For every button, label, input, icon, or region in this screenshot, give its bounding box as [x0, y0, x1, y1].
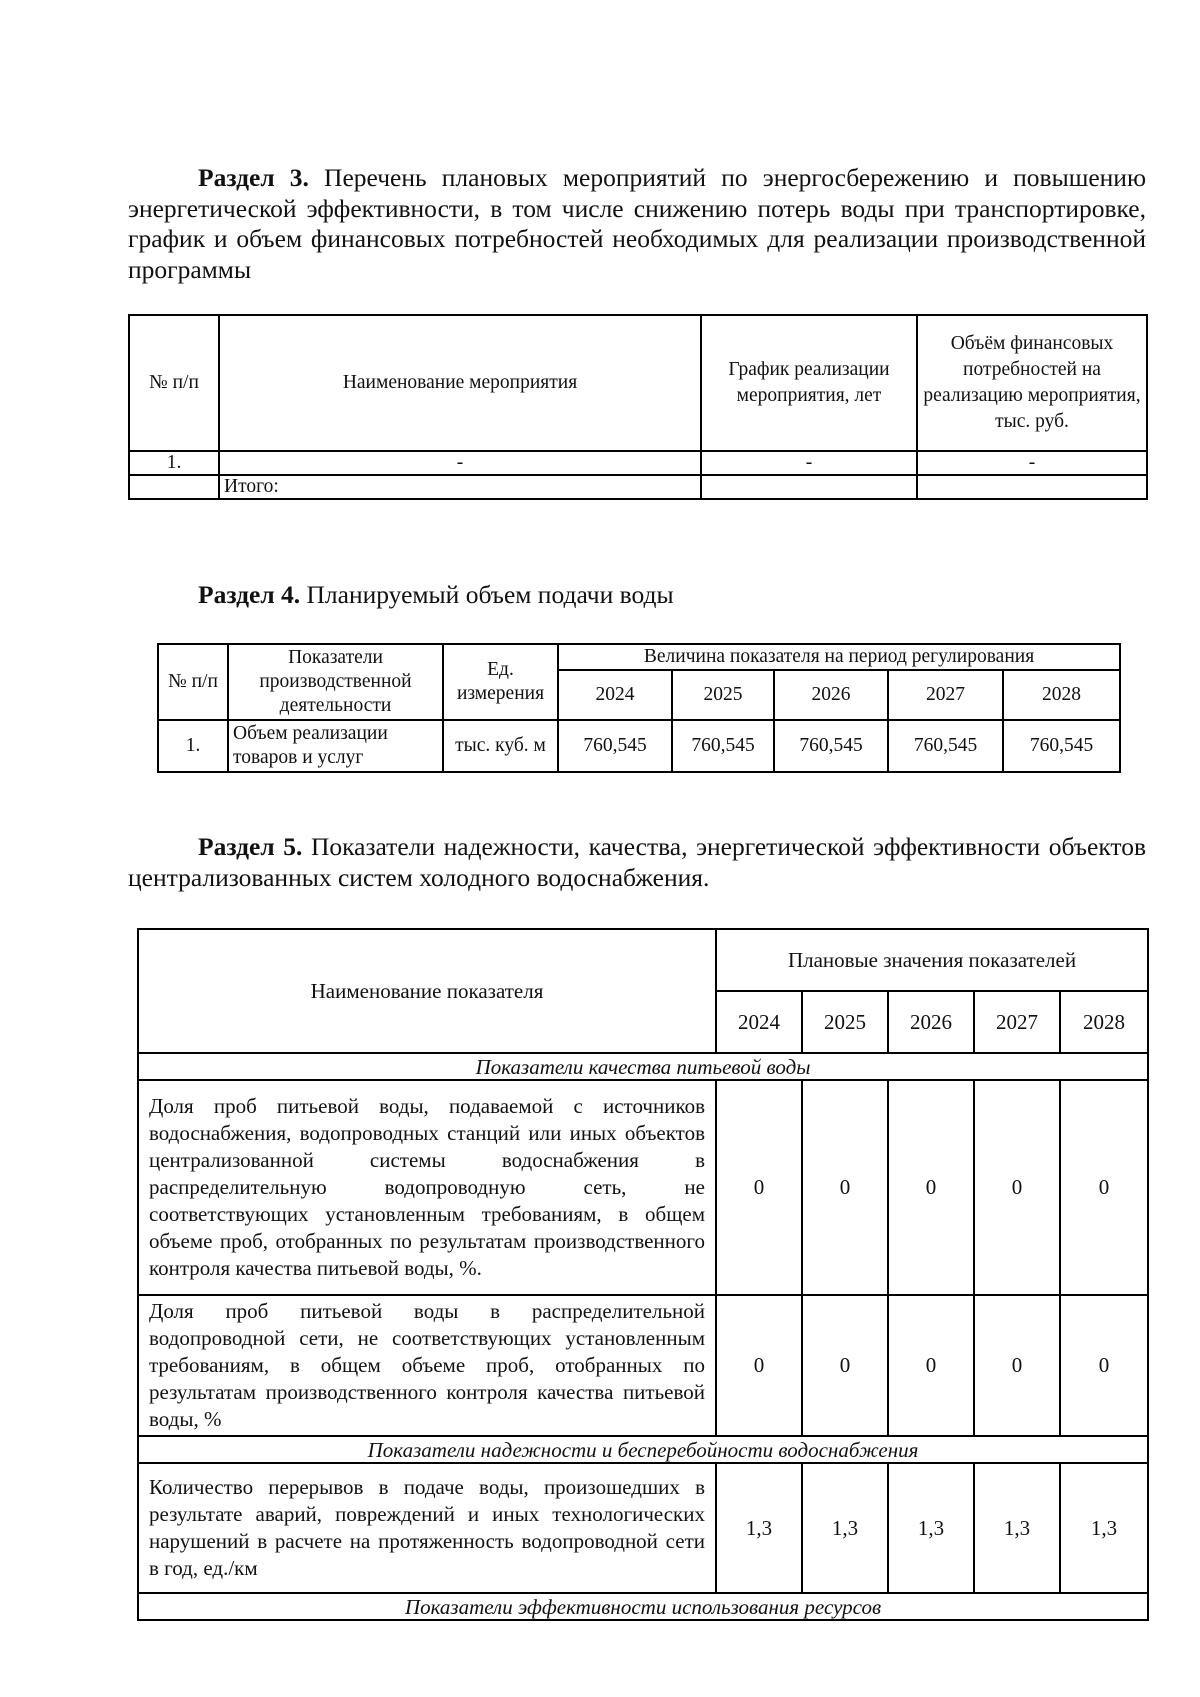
- t3-group-title: Показатели эффективности использования ресурсов: [138, 1593, 1148, 1620]
- t2-row-name: Объем реализации товаров и услуг: [228, 720, 443, 772]
- t3-group-title: Показатели качества питьевой воды: [138, 1053, 1148, 1080]
- t1-cell: -: [219, 451, 701, 475]
- table-row: [138, 1463, 1148, 1593]
- t1-header-name: Наименование мероприятия: [219, 315, 701, 451]
- t3-year: 2027: [974, 991, 1060, 1053]
- t2-year: 2026: [774, 670, 888, 720]
- t1-header-schedule: График реализации мероприятия, лет: [701, 315, 917, 451]
- t3-value: 1,3: [1060, 1463, 1148, 1593]
- t2-value: 760,545: [558, 720, 672, 772]
- t3-value: 0: [888, 1080, 974, 1295]
- t3-indicator-name: Доля проб питьевой воды в распределительной водопроводной сети, не соответствующих установленным требованиям, в общем объеме проб, отобранных по результатам производственного контроля качества питьевой воды, %: [138, 1295, 716, 1436]
- table-row: [138, 1295, 1148, 1436]
- t3-indicator-name: Доля проб питьевой воды, подаваемой с источников водоснабжения, водопроводных станций или иных объектов централизованной системы водоснабжения в распределительную водопроводную сеть, не соответствующих установленным требованиям, в общем объеме проб, отобранных по результатам производственного контроля качества питьевой воды, %.: [138, 1080, 716, 1295]
- t2-year: 2024: [558, 670, 672, 720]
- table-row: [129, 451, 1147, 475]
- t1-cell: -: [701, 451, 917, 475]
- t2-year: 2025: [672, 670, 774, 720]
- t3-value: 0: [1060, 1080, 1148, 1295]
- section5-table: [137, 928, 1149, 1621]
- t1-cell: [917, 475, 1147, 499]
- t1-cell: [701, 475, 917, 499]
- section5-title: Раздел 5.: [198, 832, 303, 861]
- t1-cell: [129, 475, 219, 499]
- section4-heading: [128, 580, 1146, 611]
- t3-year: 2025: [802, 991, 888, 1053]
- section3-text: Перечень плановых мероприятий по энергосбережению и повышению энергетической эффективности, в том числе снижению потерь воды при транспортировке, график и объем финансовых потребностей необходимых для реализации производственной программы: [128, 163, 1146, 284]
- t3-year: 2024: [716, 991, 802, 1053]
- t3-header-plan: Плановые значения показателей: [716, 929, 1148, 991]
- t3-value: 0: [716, 1080, 802, 1295]
- t2-header-period: Величина показателя на период регулирования: [558, 644, 1120, 670]
- t3-header-name: Наименование показателя: [138, 929, 716, 1053]
- t3-value: 1,3: [716, 1463, 802, 1593]
- t3-value: 1,3: [974, 1463, 1060, 1593]
- t1-header-num: № п/п: [129, 315, 219, 451]
- t2-value: 760,545: [774, 720, 888, 772]
- section4-title: Раздел 4.: [198, 580, 301, 609]
- t1-total-label: Итого:: [219, 475, 701, 499]
- t2-header-num: № п/п: [158, 644, 228, 720]
- section3-title: Раздел 3.: [198, 163, 309, 192]
- table-row: [158, 720, 1120, 772]
- t3-value: 1,3: [888, 1463, 974, 1593]
- t2-header-indicator: Показатели производственной деятельности: [228, 644, 443, 720]
- t2-header-unit: Ед. измерения: [443, 644, 558, 720]
- t1-cell: -: [917, 451, 1147, 475]
- t3-value: 0: [1060, 1295, 1148, 1436]
- t2-value: 760,545: [888, 720, 1003, 772]
- t2-row-num: 1.: [158, 720, 228, 772]
- section4-text: Планируемый объем подачи воды: [306, 580, 674, 609]
- section4-table: [157, 643, 1121, 773]
- t2-value: 760,545: [672, 720, 774, 772]
- t3-year: 2026: [888, 991, 974, 1053]
- t3-value: 0: [716, 1295, 802, 1436]
- t2-value: 760,545: [1003, 720, 1120, 772]
- t3-value: 0: [802, 1295, 888, 1436]
- t3-indicator-name: Количество перерывов в подаче воды, произошедших в результате аварий, повреждений и иных технологических нарушений в расчете на протяженность водопроводной сети в год, ед./км: [138, 1463, 716, 1593]
- section3-table: [128, 314, 1148, 500]
- table-row: [138, 1080, 1148, 1295]
- t3-value: 0: [888, 1295, 974, 1436]
- section3-heading: [128, 163, 1146, 285]
- t3-value: 0: [802, 1080, 888, 1295]
- t2-year: 2028: [1003, 670, 1120, 720]
- t3-year: 2028: [1060, 991, 1148, 1053]
- t1-header-finance: Объём финансовых потребностей на реализацию мероприятия, тыс. руб.: [917, 315, 1147, 451]
- t3-value: 0: [974, 1080, 1060, 1295]
- section5-heading: [128, 832, 1146, 893]
- t3-value: 0: [974, 1295, 1060, 1436]
- t2-row-unit: тыс. куб. м: [443, 720, 558, 772]
- t2-year: 2027: [888, 670, 1003, 720]
- t3-value: 1,3: [802, 1463, 888, 1593]
- section5-text: Показатели надежности, качества, энергетической эффективности объектов централизованных систем холодного водоснабжения.: [128, 832, 1147, 892]
- t1-cell: 1.: [129, 451, 219, 475]
- table-row-total: [129, 475, 1147, 499]
- t3-group-title: Показатели надежности и бесперебойности водоснабжения: [138, 1436, 1148, 1463]
